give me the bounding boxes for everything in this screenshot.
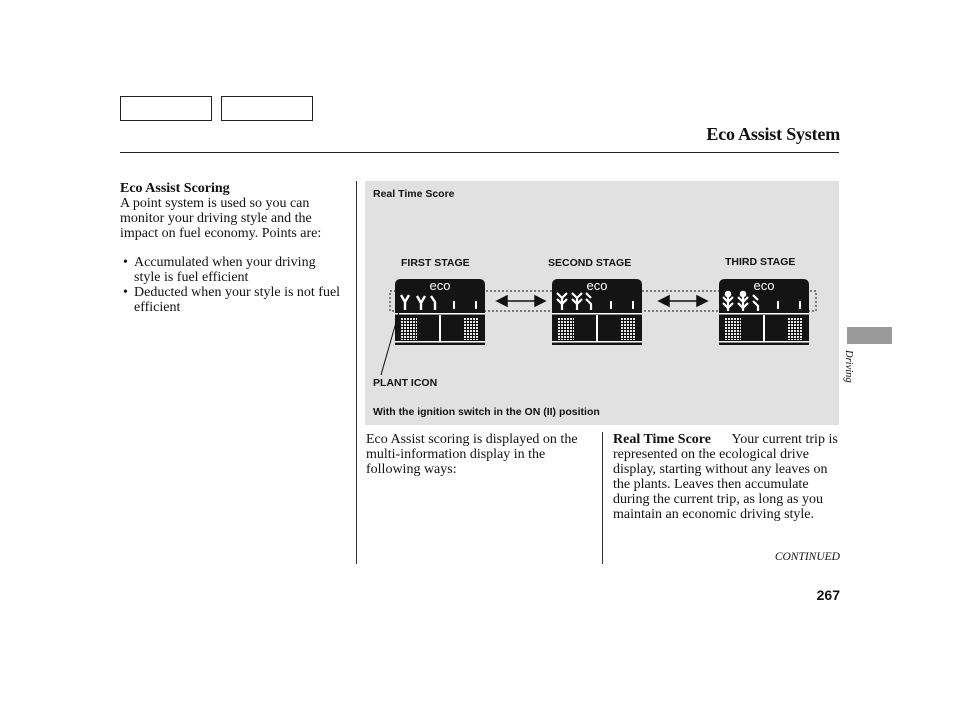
- header-divider: [120, 152, 839, 153]
- continued-label: CONTINUED: [774, 551, 840, 563]
- bullet-icon: •: [123, 285, 128, 300]
- bullet-list: [120, 255, 345, 315]
- right-column: [613, 432, 839, 522]
- column-divider-left: [356, 181, 357, 564]
- double-arrow-icon: [497, 296, 545, 306]
- nav-box-2[interactable]: [221, 96, 313, 121]
- middle-column: Eco Assist scoring is displayed on the multi-information display in the following ways:: [366, 432, 578, 477]
- page-number: 267: [816, 587, 840, 603]
- section-heading: Eco Assist Scoring: [120, 181, 230, 196]
- plant-icon-label: PLANT ICON: [373, 377, 438, 389]
- stage-label-third: THIRD STAGE: [725, 256, 796, 268]
- section-tab-label: Driving: [843, 350, 854, 383]
- real-time-score-paragraph: Your current trip is represented on the ecological drive display, starting without any leaves on the plants. Leaves then accumulate during the current trip, as long as you maintain an economic driving style.: [613, 432, 838, 522]
- list-item: • Deducted when your style is not fuel efficient: [123, 285, 341, 315]
- eco-display-third: [719, 278, 809, 345]
- eco-label: eco: [429, 278, 451, 293]
- eco-display-diagram: [365, 181, 839, 425]
- eco-label: eco: [753, 278, 775, 293]
- eco-label: eco: [586, 278, 608, 293]
- nav-box-1[interactable]: [120, 96, 212, 121]
- section-tab[interactable]: [847, 327, 892, 344]
- bullet-icon: •: [123, 255, 128, 270]
- page-title: Eco Assist System: [706, 124, 840, 144]
- list-item: • Accumulated when your driving style is fuel efficient: [123, 255, 316, 285]
- double-arrow-icon: [659, 296, 707, 306]
- eco-display-second: [552, 278, 642, 345]
- column-divider-right: [602, 432, 603, 564]
- stage-label-second: SECOND STAGE: [548, 257, 632, 269]
- intro-paragraph: A point system is used so you can monitor your driving style and the impact on fuel economy. Points are:: [120, 196, 322, 241]
- section-heading: Real Time Score: [613, 432, 711, 447]
- left-column: [120, 181, 345, 315]
- stage-label-first: FIRST STAGE: [401, 257, 470, 269]
- figure-caption-bottom: With the ignition switch in the ON (II) position: [373, 406, 600, 418]
- eco-display-first: [395, 278, 485, 345]
- eco-figure: [365, 181, 839, 425]
- figure-caption-top: Real Time Score: [373, 188, 455, 200]
